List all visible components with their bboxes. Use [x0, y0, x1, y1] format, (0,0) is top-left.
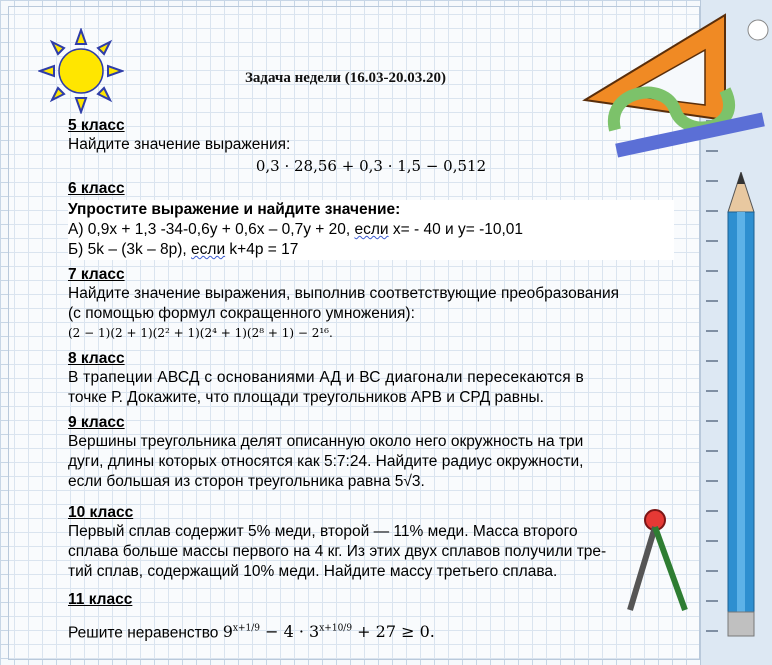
- grade-6-heading: 6 класс: [68, 180, 125, 197]
- grade-8-task-line1: В трапеции АВСД с основаниями АД и ВС диагонали пересекаются в: [68, 369, 584, 386]
- ruler-tick: [706, 570, 718, 572]
- grade-9-task-line2: дуги, длины которых относятся как 5:7:24. Найдите радиус окружности,: [68, 453, 584, 470]
- grade-5-heading: 5 класс: [68, 117, 125, 134]
- grade-7-expression: (2 − 1)(2 + 1)(2² + 1)(2⁴ + 1)(2⁸ + 1) − 2¹⁶.: [68, 326, 333, 340]
- grade-7-heading: 7 класс: [68, 266, 125, 283]
- grade-9-task-line1: Вершины треугольника делят описанную около него окружность на три: [68, 433, 584, 450]
- ruler-tick: [706, 540, 718, 542]
- grade-11-expression: $9^{x+1/9} - 4 \cdot 3^{x+10/9} + 27 \ge 0$.: [222, 622, 435, 642]
- ruler-tick: [706, 240, 718, 242]
- grade-9-task-line3: если большая из сторон треугольника равна 5√3.: [68, 473, 425, 490]
- grade-6-line-b: Б) 5k – (3k – 8р), если k+4p = 17: [68, 241, 299, 258]
- ruler-tick: [706, 420, 718, 422]
- sun-icon: [38, 28, 124, 114]
- grade-11-task-text: Решите неравенство: [68, 624, 219, 642]
- ruler-tick: [706, 480, 718, 482]
- grade-7-task-line2: (с помощью формул сокращенного умножения):: [68, 305, 415, 322]
- ruler-tick: [706, 630, 718, 632]
- grade-11-section: [68, 591, 674, 643]
- grade-6-line-a: А) 0,9х + 1,3 -34-0,6у + 0,6х – 0,7у + 20, если х= - 40 и у= -10,01: [68, 221, 524, 238]
- ruler-tick: [706, 360, 718, 362]
- grade-10-section: [68, 504, 674, 582]
- ruler-tick: [706, 390, 718, 392]
- grade-10-task-line1: Первый сплав содержит 5% меди, второй — 11% меди. Масса второго: [68, 523, 578, 540]
- grade-8-heading: 8 класс: [68, 350, 125, 367]
- ruler-tick: [706, 600, 718, 602]
- ruler-tick: [706, 180, 718, 182]
- grade-11-task: [68, 619, 674, 643]
- grade-6-task: Упростите выражение и найдите значение:: [68, 201, 401, 218]
- ruler-tick: [706, 450, 718, 452]
- ruler-tick: [706, 330, 718, 332]
- page-title: Задача недели (16.03-20.03.20): [245, 70, 447, 86]
- grade-8-section: [68, 350, 674, 408]
- grade-10-task-line2: сплава больше массы первого на 4 кг. Из этих двух сплавов получили тре-: [68, 543, 607, 560]
- grade-11-heading: 11 класс: [68, 591, 133, 608]
- grade-9-section: [68, 414, 674, 492]
- ruler-tick: [706, 270, 718, 272]
- grade-6-section: [68, 180, 674, 260]
- grade-7-task-line1: Найдите значение выражения, выполнив соответствующие преобразования: [68, 285, 620, 302]
- grade-5-section: [68, 117, 674, 177]
- grade-8-task-line2: точке Р. Докажите, что площади треугольников АРВ и СРД равны.: [68, 389, 544, 406]
- grade-7-section: [68, 266, 674, 342]
- ruler-tick: [706, 300, 718, 302]
- grade-9-heading: 9 класс: [68, 414, 125, 431]
- grade-10-heading: 10 класс: [68, 504, 134, 521]
- pencil-icon: [718, 172, 764, 642]
- grade-5-task: Найдите значение выражения:: [68, 136, 291, 153]
- ruler-tick: [706, 510, 718, 512]
- grade-10-task-line3: тий сплав, содержащий 10% меди. Найдите массу третьего сплава.: [68, 563, 558, 580]
- grade-5-expression: 0,3 · 28,56 + 0,3 · 1,5 − 0,512: [255, 157, 487, 175]
- ruler-tick: [706, 210, 718, 212]
